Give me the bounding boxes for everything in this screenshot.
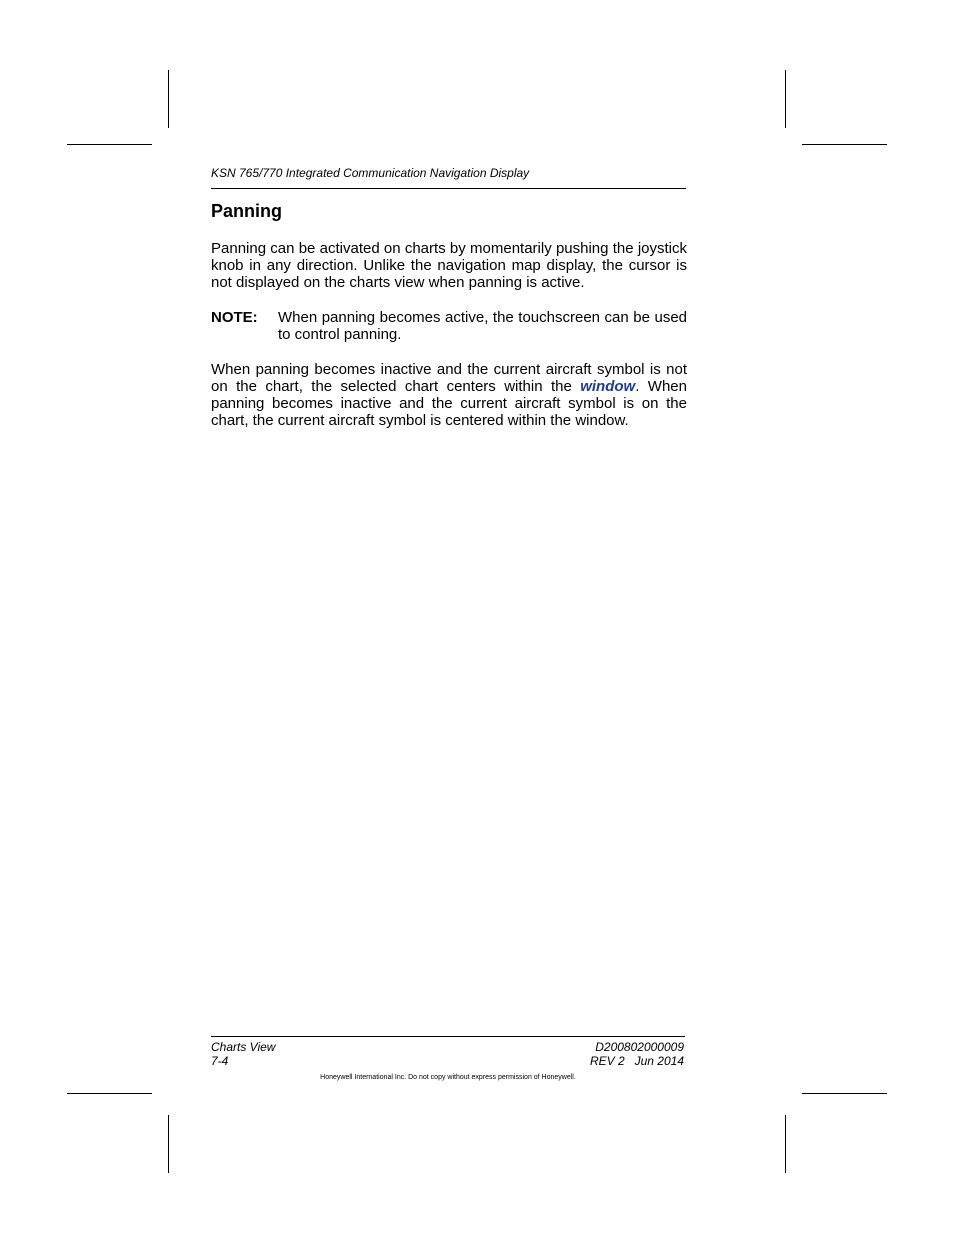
crop-mark-top-right-vertical — [785, 70, 786, 128]
crop-mark-top-left-horizontal — [67, 144, 152, 145]
note-label: NOTE: — [211, 309, 258, 326]
crop-mark-bottom-right-vertical — [785, 1115, 786, 1173]
crop-mark-bottom-left-horizontal — [67, 1093, 152, 1094]
note-text: When panning becomes active, the touchscreen can be used to control panning. — [278, 309, 687, 343]
paragraph-inactive-panning — [211, 361, 687, 429]
crop-mark-top-right-horizontal — [802, 144, 887, 145]
footer-page-number: 7-4 — [211, 1054, 229, 1068]
crop-mark-bottom-left-vertical — [168, 1115, 169, 1173]
copyright-notice: Honeywell International Inc. Do not copy without express permission of Honeywell. — [320, 1074, 576, 1081]
footer-revision: REV 2 Jun 2014 — [589, 1054, 684, 1068]
window-glossary-link[interactable]: window — [580, 378, 636, 395]
running-header: KSN 765/770 Integrated Communication Navigation Display — [211, 166, 530, 180]
footer-left — [211, 1040, 275, 1068]
section-title: Panning — [211, 201, 282, 221]
paragraph-joystick-panning: Panning can be activated on charts by momentarily pushing the joystick knob in any direction. Unlike the navigation map display, the cursor is not displayed on the charts view when panning is active. — [211, 240, 687, 291]
footer-rule — [211, 1036, 685, 1037]
footer-right — [590, 1040, 684, 1068]
crop-mark-bottom-right-horizontal — [802, 1093, 887, 1094]
note-block — [211, 309, 687, 343]
paragraph-text-before-link: When panning becomes inactive and the current aircraft symbol is not on the chart, the selected chart centers within the — [211, 361, 687, 395]
footer-section-name: Charts View — [211, 1040, 276, 1054]
header-rule — [211, 188, 686, 189]
footer-document-number: D200802000009 — [595, 1040, 684, 1054]
paragraph-text-after-link: . When panning becomes inactive and the current aircraft symbol is on the chart, the current aircraft symbol is centered within the window. — [211, 378, 687, 429]
crop-mark-top-left-vertical — [168, 70, 169, 128]
